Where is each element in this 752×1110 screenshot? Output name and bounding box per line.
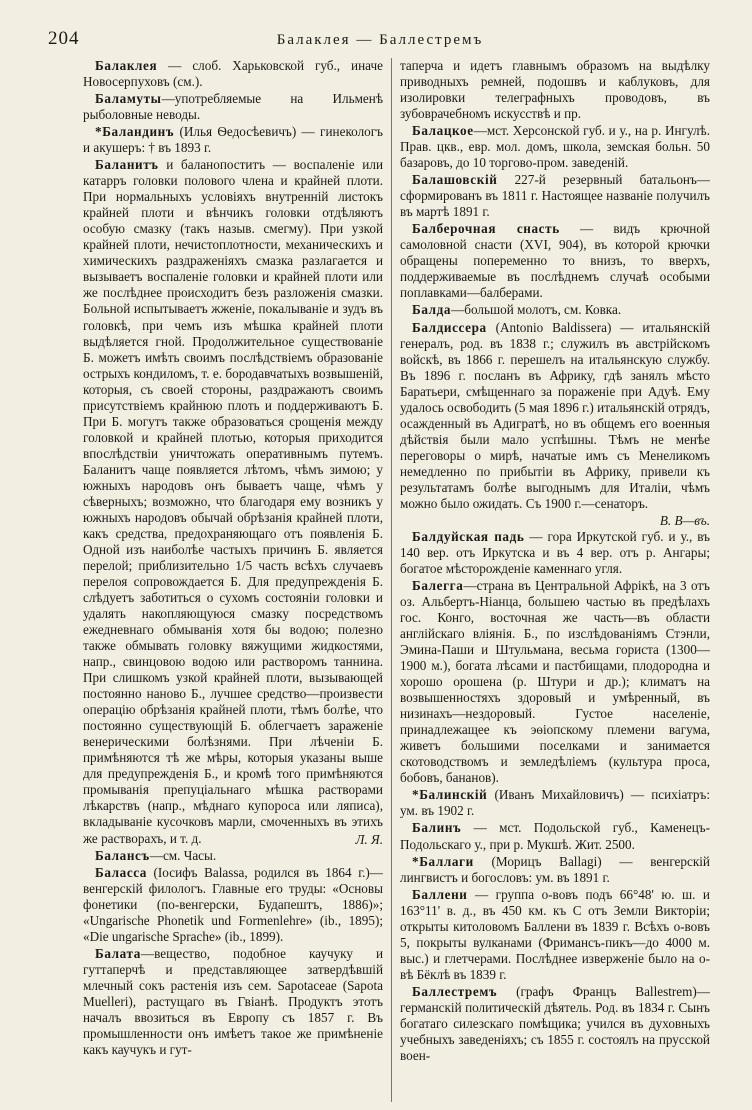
entry-headword: *Баландинъ: [95, 124, 175, 140]
entry-text: (Іосифъ Balassa, родился въ 1864 г.)—венгерскій филологъ. Главные его труды: «Основы фонетики (по-венгерски, Будапештъ, 1886)»; «Ungarische Phonetik und Formenlehre» (ib., 1895); «Die ungarische Sprache» (ib., 1899).: [83, 864, 383, 944]
entry-text: —страна въ Центральной Афрікѣ, на 3 отъ оз. Альбертъ-Ніанца, большею частью въ предѣлахъ гос. Конго, восточная же часть—въ области англійскаго вліянія. Б., по изслѣдованіямъ Стэнли, Эмина-Паши и Штульмана, весьма гориста (1300—1900 м.), богата лѣсами и пастбищами, плодородна и хорошо орошена (р. Штури и др.); климатъ на возвышенностяхъ здоровый и умѣренный, въ низинахъ—нездоровый. Густое населеніе, принадлежащее къ эѳіопскому племени вагума, живетъ большими поселками и занимается скотоводствомъ и земледѣліемъ (культура проса, бобовъ, бананов).: [400, 578, 710, 786]
entry-text: — группа о-вовъ подъ 66°48' ю. ш. и 163°11' в. д., въ 450 км. къ С отъ Земли Викторіи; открыты китоловомъ Баллени въ 1839 г. Всѣхъ о-вовъ 5, покрыты вулканами (Фримансъ-пикъ—до 4000 м. выс.) и глетчерами. Послѣднее изверженіе было на о-вѣ Бёклѣ въ 1839 г.: [400, 886, 710, 982]
entry-headword: Баламуты: [95, 91, 162, 107]
left-column: [83, 58, 383, 1102]
entry-text: (графъ Францъ Ballestrem)—германскій политическій дѣятель. Род. въ 1834 г. Сынъ богатаго силезскаго помѣщика; учился въ духовныхъ учебныхъ заведеніяхъ; съ 1855 г. состоялъ на прусской воен-: [400, 983, 710, 1063]
entry-text: —см. Часы.: [149, 847, 217, 863]
entry-text: —вещество, подобное каучуку и гуттаперчѣ и представляющее затвердѣвшій млечный сокъ растенія изъ сем. Sapotaceae (Sapota Muelleri), растущаго въ Гвіанѣ. Продуктъ этотъ началъ ввозиться въ Европу съ 1857 г. Въ промышленности онъ имѣетъ такое же примѣненіе какъ каучукъ и гут-: [83, 945, 383, 1057]
dictionary-entry: [400, 221, 710, 301]
entry-text: 227-й резервный батальонъ—сформированъ въ 1811 г. Настоящее названіе получилъ въ мартѣ 1891 г.: [400, 172, 710, 220]
dictionary-entry: [83, 157, 383, 846]
entry-headword: Балацкое: [412, 123, 474, 139]
right-column: [400, 58, 710, 1102]
dictionary-entry: [400, 984, 710, 1064]
dictionary-entry: [400, 887, 710, 983]
dictionary-entry: [400, 172, 710, 220]
dictionary-entry: [400, 320, 710, 512]
entry-headword: Балата: [95, 945, 141, 961]
entry-headword: *Баллаги: [412, 853, 474, 869]
dictionary-entry: [400, 854, 710, 886]
column-divider: [391, 58, 392, 1102]
entry-text: (Илья Ѳедосѣевичъ) — гинекологъ и акушеръ: † въ 1893 г.: [83, 124, 383, 156]
entry-text: (Иванъ Михайловичъ) — психіатръ: ум. въ 1902 г.: [400, 787, 710, 819]
dictionary-entry: [400, 787, 710, 819]
entry-text: —мст. Херсонской губ. и у., на р. Ингулѣ. Прав. цкв., евр. мол. домъ, школа, земская больн. 50 базаровъ, до 10 торгово-пром. заведеній.: [400, 123, 710, 171]
entry-headword: Балдуйская падь: [412, 528, 525, 544]
entry-text: — видъ крючной самоловной снасти (XVI, 904), въ которой крючки обращены попеременно то внизъ, то вверхъ, поддерживаемые въ послѣднемъ случаѣ особыми поплавками—балберами.: [400, 221, 710, 301]
entry-text: —большой молотъ, см. Ковка.: [451, 302, 622, 318]
dictionary-entry: таперча и идетъ главнымъ образомъ на выдѣлку приводныхъ ремней, подошвъ и каблуковъ, для изолировки телеграфныхъ проводовъ, въ зубоврачебномъ искусствѣ и пр.: [400, 58, 710, 122]
entry-text: —употребляемые на Ильменѣ рыболовные неводы.: [83, 91, 383, 123]
entry-headword: Баллестремъ: [412, 983, 498, 999]
running-title: Балаклея — Баллестремъ: [276, 32, 484, 48]
dictionary-entry: [83, 91, 383, 123]
entry-headword: Баланитъ: [95, 157, 159, 173]
dictionary-entry: [83, 58, 383, 90]
entry-text: — слоб. Харьковской губ., иначе Новосерпуховъ (см.).: [83, 58, 383, 90]
entry-headword: Балашовскій: [412, 172, 498, 188]
entry-text: — мст. Подольской губ., Каменецъ-Подольскаго у., при р. Мукшѣ. Жит. 2500.: [400, 820, 710, 852]
dictionary-entry: [400, 123, 710, 171]
page-number: 204: [48, 28, 80, 49]
entry-text: и баланопоститъ — воспаленіе или катарръ головки полового члена и крайней плоти. При нормальныхъ условіяхъ внутренній листокъ крайней плоти и вѣнчикъ головки отдѣляютъ особую смазку (такъ назыв. смегму). При узкой крайней плоти, нечистоплотности, механическихъ и химическихъ раздраженіяхъ смазка разлагается и вызываетъ воспаленіе головки и крайней плоти или же послѣднее происходитъ безъ разложенія смазки. Больной испытываетъ жженіе, покалываніе и зудъ въ головкѣ, при чемъ изъ мѣшка крайней плоти выдѣляется гной. Продолжительное существованіе Б. можетъ имѣть своимъ послѣдствіемъ образованіе острыхъ кондиломъ, т. е. бородавчатыхъ возвышеній, которыя, съ своей стороны, раздражаютъ своимъ присутствіемъ крайнюю плоть и поддерживаютъ Б. При Б. могутъ также образоваться срощенія между головкой и крайней плотью, которыя приходится впослѣдствіи уничтожать оперативнымъ путемъ. Баланитъ чаще появляется лѣтомъ, чѣмъ зимою; у южныхъ народовъ онъ бываетъ чаще, чѣмъ у сѣверныхъ; возможно, что благодаря ему возникъ у южныхъ народовъ обычай обрѣзанія крайней плоти, какъ средства, предохраняющаго отъ появленія Б. Одной изъ наиболѣе частыхъ причинъ Б. является перелой; приблизительно 1/5 часть всѣхъ случаевъ перелоя сопровождается Б. Для предупрежденія Б. слѣдуетъ заботиться о сухомъ состояніи головки и удалять накопляющуюся смазку посредствомъ ежедневнаго обмыванія хотя бы водою; полезно также обмывать головку вяжущими жидкостями, напр., свинцовою водою или растворомъ таннина. При слишкомъ узкой крайней плоти, вызывающей постоянно наново Б., лучшее средство—произвести операцію обрѣзанія крайней плоти, тѣмъ болѣе, что постоянно существующій Б. облегчаетъ зараженіе венерическими болѣзнями. При лѣченіи Б. примѣняются тѣ же мѣры, которыя указаны выше для предупрежденія Б., и кромѣ того примѣняются промыванія препуціальнаго мѣшка растворами лѣкарствъ (напр., мѣднаго купороса или ляписа), вкладываніе кусочковъ марли, смоченныхъ въ этихъ же растворахъ, и т. д.: [83, 157, 383, 846]
dictionary-entry: [400, 302, 710, 318]
entry-headword: Балдиссера: [412, 319, 487, 335]
entry-text: (Морицъ Ballagi) — венгерскій лингвистъ и богословъ: ум. въ 1891 г.: [400, 853, 710, 885]
entry-headword: Баллени: [412, 886, 468, 902]
article-signature: Л. Я.: [355, 831, 383, 847]
dictionary-entry: [83, 946, 383, 1058]
entry-text: — гора Иркутской губ. и у., въ 140 вер. отъ Иркутска и въ 4 вер. отъ р. Ангары; богатое мѣсторожденіе каменнаго угля.: [400, 528, 710, 576]
entry-headword: Балда: [412, 302, 452, 318]
dictionary-entry: [83, 124, 383, 156]
entry-headword: Балаклея: [95, 58, 158, 73]
entry-headword: Балберочная снасть: [412, 221, 560, 237]
entry-headword: Балинъ: [412, 820, 462, 836]
entry-text: (Antonio Baldissera) — итальянскій генералъ, род. въ 1838 г.; служилъ въ австрійскомъ войскѣ, въ 1866 г. перешелъ на итальянскую службу. Въ 1896 г. посланъ въ Африку, гдѣ занялъ мѣсто Баратьери, смѣщеннаго за пораженіе при Адуѣ. Ему удалось освободить (5 мая 1896 г.) итальянскій отрядъ, осажденный въ Адигратѣ, но въ общемъ его военныя дѣйствія были мало успѣшны. Тѣмъ не менѣе переговоры о мирѣ, начатые имъ съ Менеликомъ немедленно по прибытіи въ Африку, привели къ результатамъ болѣе выгоднымъ для Италіи, чѣмъ можно было ожидать. Съ 1900 г.—сенаторъ.: [400, 319, 710, 511]
entry-headword: Балегга: [412, 578, 464, 593]
entry-headword: Балансъ: [95, 847, 150, 863]
entry-headword: Балacca: [95, 864, 147, 880]
dictionary-entry: [400, 820, 710, 852]
page-header: [48, 24, 712, 50]
article-signature: В. В—въ.: [659, 512, 710, 528]
dictionary-entry: [400, 529, 710, 577]
entry-headword: *Балинскій: [412, 787, 488, 803]
dictionary-entry: [83, 848, 383, 864]
dictionary-entry: [83, 865, 383, 945]
dictionary-entry: [400, 578, 710, 786]
